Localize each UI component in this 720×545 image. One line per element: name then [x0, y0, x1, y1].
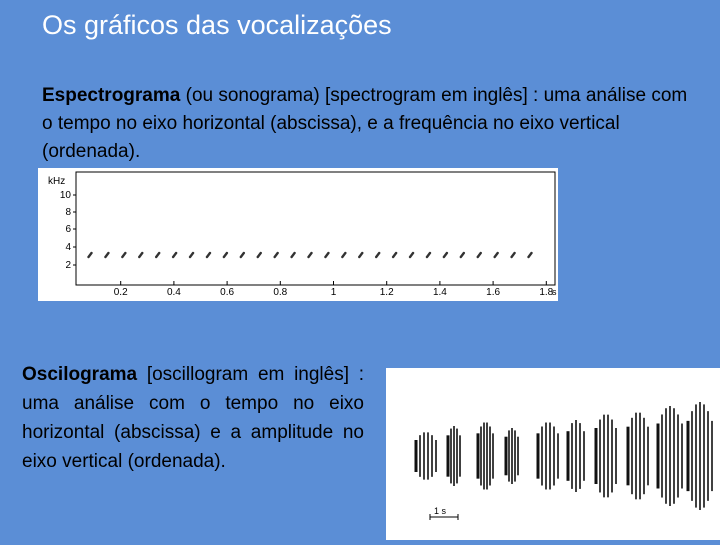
spectrogram-call-mark [139, 253, 142, 257]
spectrogram-call-mark [427, 253, 430, 257]
spectrogram-call-mark [190, 253, 193, 257]
oscillogram-definition: [oscillogram em inglês] : uma análise com o tempo no eixo horizontal (abscissa) e a amplitude no eixo vertical (ordenada). [22, 364, 364, 472]
spectrogram-y-tick-label: 2 [65, 260, 71, 271]
spectrogram-call-mark [292, 253, 295, 257]
spectrogram-x-tick-label: 0.4 [166, 287, 181, 298]
spectrogram-call-mark [275, 253, 278, 257]
spectrogram-call-mark [359, 253, 362, 257]
spectrogram-description [42, 82, 692, 166]
spectrogram-call-mark [122, 253, 125, 257]
oscillogram-svg [386, 368, 720, 540]
spectrogram-call-mark [461, 253, 464, 257]
spectrogram-x-tick-label: 1.6 [486, 287, 501, 298]
spectrogram-call-mark [512, 253, 515, 257]
spectrogram-definition: (ou sonograma) [spectrogram em inglês] : uma análise com o tempo no eixo horizontal (abscissa), e a frequência no eixo vertical (ordenada). [42, 85, 688, 162]
spectrogram-frame [76, 172, 555, 285]
spectrogram-x-tick-label: 0.8 [273, 287, 288, 298]
spectrogram-call-mark [410, 253, 413, 257]
spectrogram-x-tick-label: 0.6 [220, 287, 235, 298]
spectrogram-call-mark [156, 253, 159, 257]
spectrogram-call-mark [241, 253, 244, 257]
spectrogram-y-tick-label: 10 [59, 190, 71, 201]
oscillogram-description [22, 360, 364, 476]
spectrogram-call-mark [224, 253, 227, 257]
spectrogram-figure [38, 168, 558, 301]
spectrogram-call-mark [173, 253, 176, 257]
spectrogram-y-tick-label: 8 [65, 207, 71, 218]
spectrogram-call-mark [207, 253, 210, 257]
spectrogram-call-mark [309, 253, 312, 257]
spectrogram-x-tick-label: 1.8 [539, 287, 554, 298]
spectrogram-call-mark [325, 253, 328, 257]
slide-title: Os gráficos das vocalizações [42, 10, 392, 40]
spectrogram-y-tick-label: 6 [65, 224, 71, 235]
spectrogram-x-tick-label: 1 [330, 287, 337, 298]
oscillogram-term: Oscilograma [22, 364, 138, 385]
spectrogram-call-mark [376, 253, 379, 257]
spectrogram-x-unit: s [552, 287, 557, 297]
spectrogram-call-mark [444, 253, 447, 257]
spectrogram-term: Espectrograma [42, 85, 181, 106]
spectrogram-x-tick-label: 1.2 [379, 287, 394, 298]
spectrogram-svg [38, 168, 558, 301]
spectrogram-call-mark [89, 253, 92, 257]
spectrogram-call-mark [495, 253, 498, 257]
spectrogram-call-mark [529, 253, 532, 257]
spectrogram-call-mark [393, 253, 396, 257]
spectrogram-call-mark [105, 253, 108, 257]
spectrogram-call-mark [478, 253, 481, 257]
spectrogram-call-mark [342, 253, 345, 257]
oscillogram-scale-label: 1 s [434, 506, 447, 516]
spectrogram-x-tick-label: 1.4 [432, 287, 447, 298]
oscillogram-figure [386, 368, 720, 540]
spectrogram-call-mark [258, 253, 261, 257]
spectrogram-y-tick-label: 4 [65, 242, 71, 253]
spectrogram-x-tick-label: 0.2 [113, 287, 128, 298]
spectrogram-y-unit: kHz [48, 176, 66, 187]
